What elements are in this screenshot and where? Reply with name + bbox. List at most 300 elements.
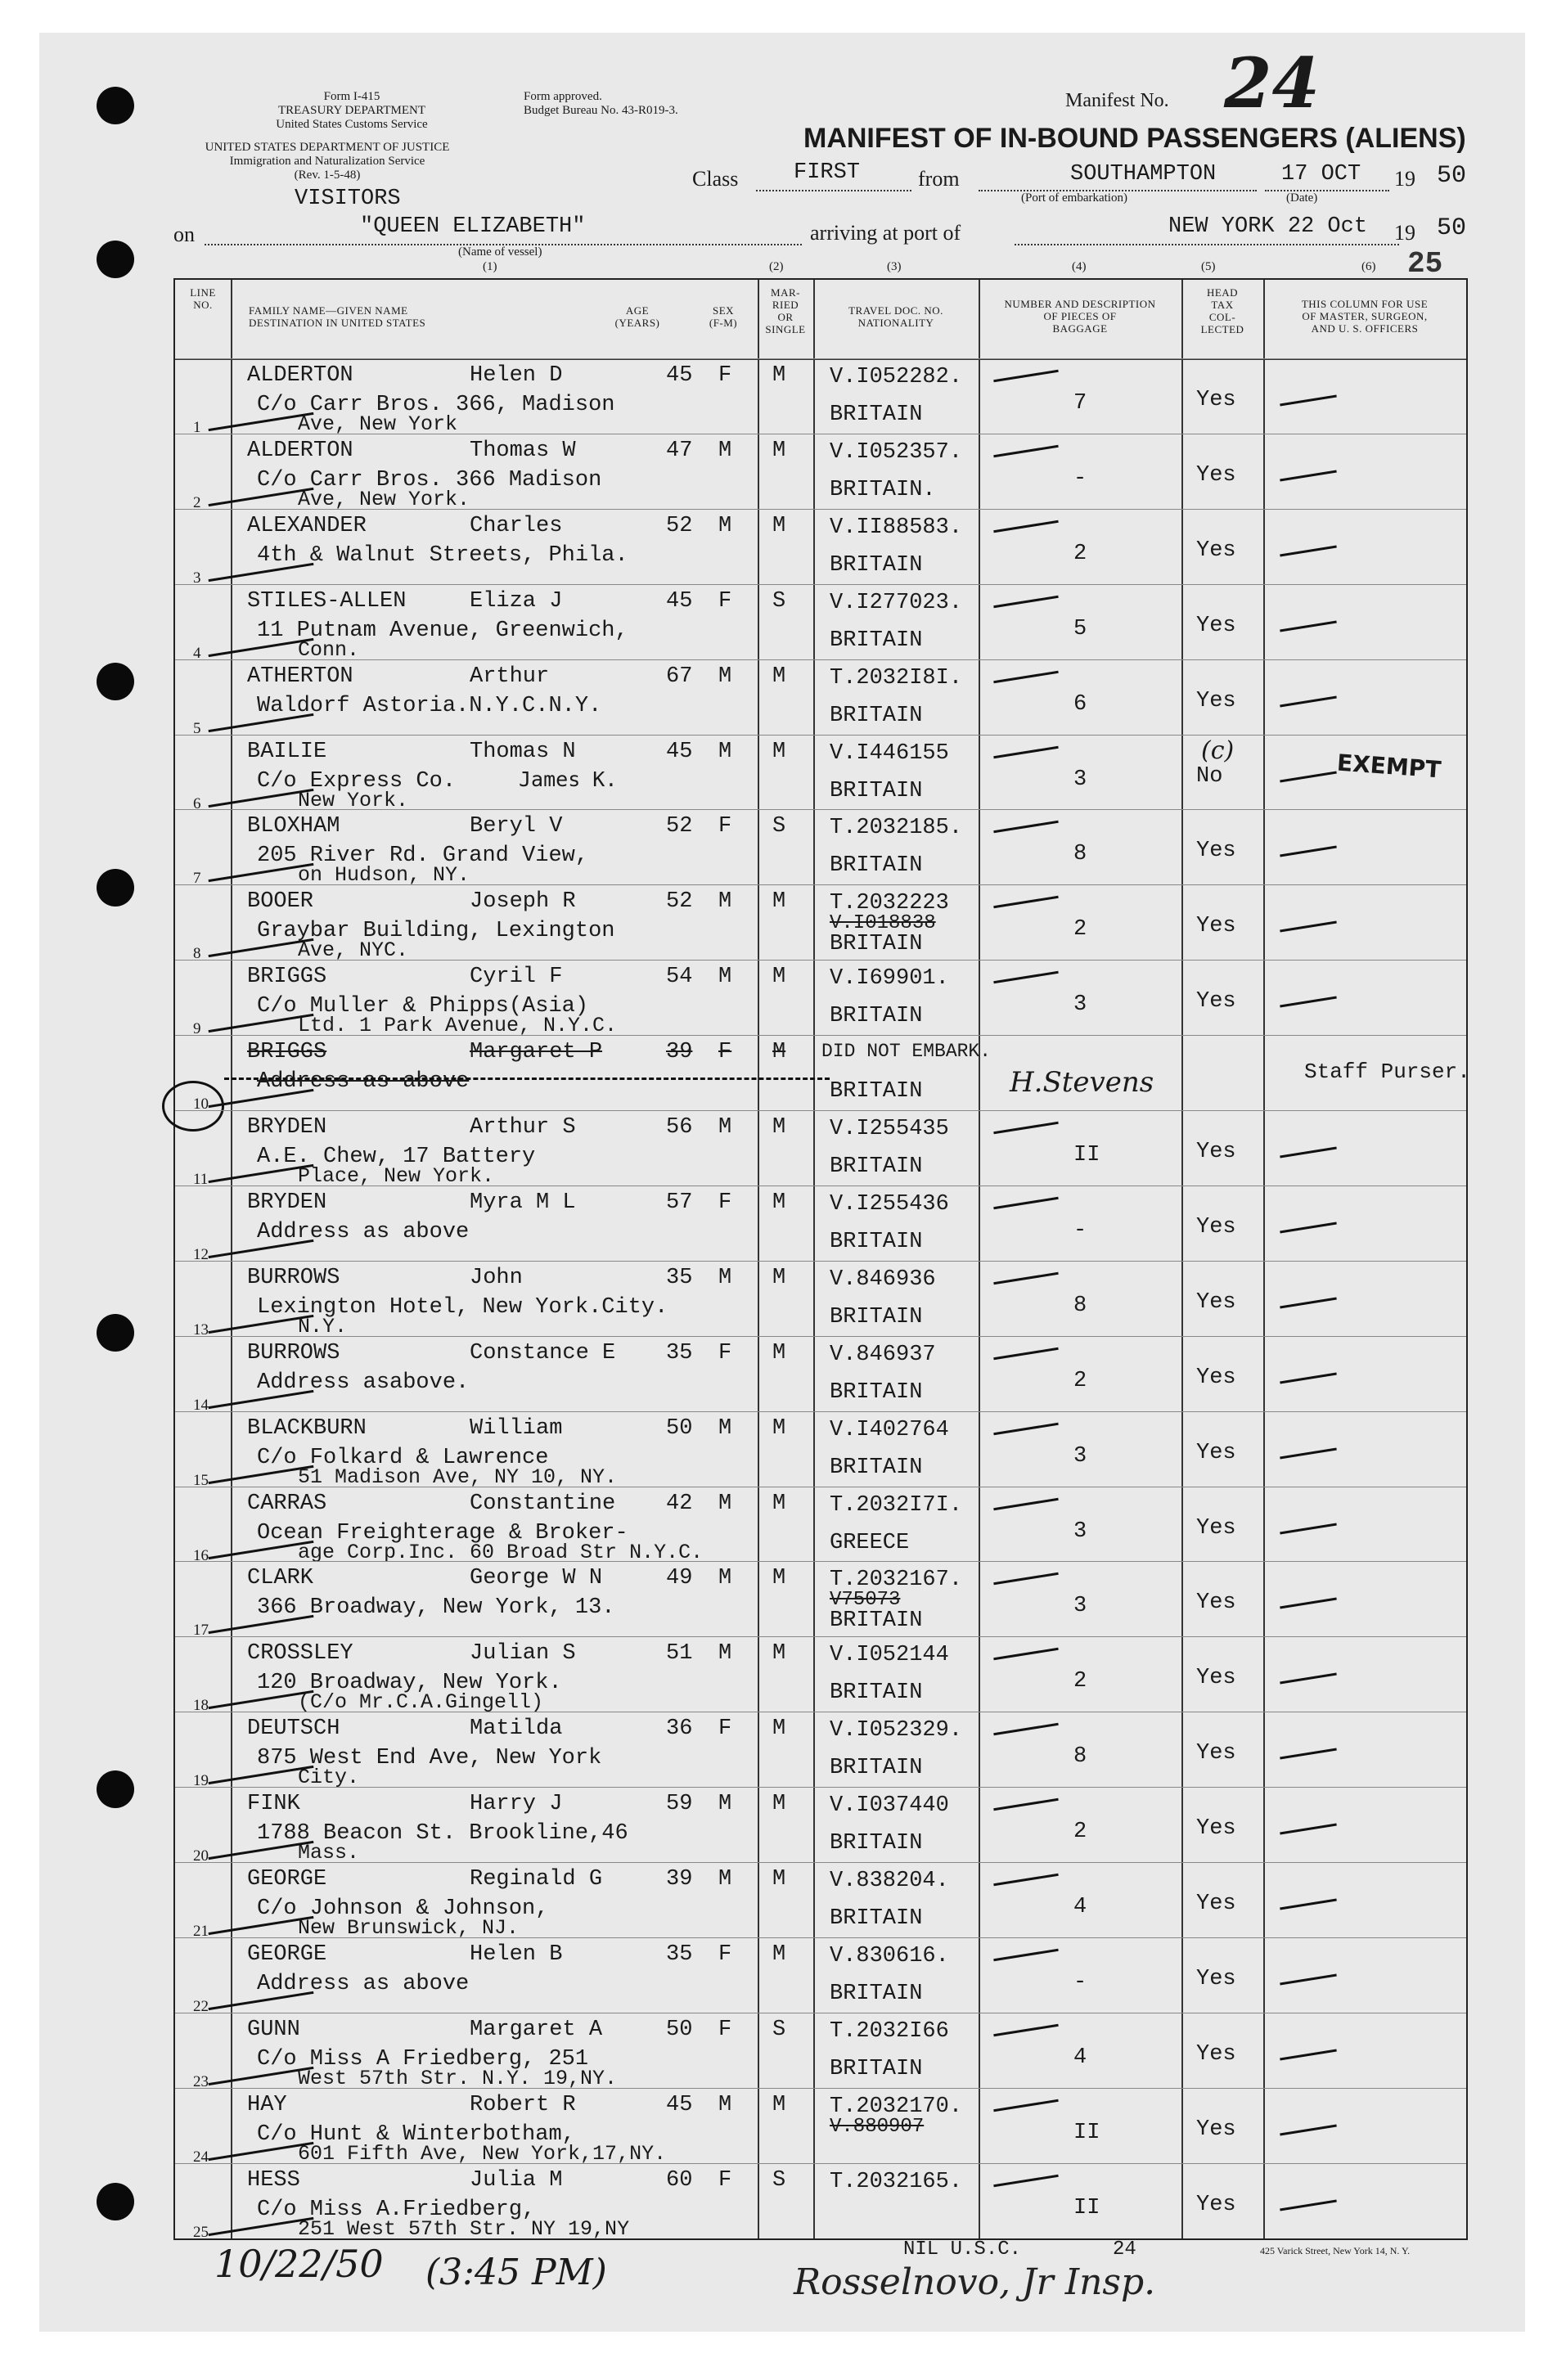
baggage-count: 3 [1073, 1594, 1087, 1619]
form-block: Form I-415 TREASURY DEPARTMENT United States Customs Service [276, 90, 428, 131]
family-name: BRIGGS [247, 965, 327, 990]
nationality: BRITAIN [830, 703, 923, 728]
destination-line-1: 11 Putnam Avenue, Greenwich, [257, 618, 628, 643]
baggage-count: 2 [1073, 541, 1087, 566]
travel-doc-number: T.2032167. [830, 1568, 963, 1593]
arrival-port: NEW YORK 22 Oct [1168, 214, 1368, 239]
nationality: GREECE [830, 1530, 910, 1555]
sex: M [718, 1115, 732, 1140]
check-mark [993, 1723, 1058, 1735]
row-separator [175, 2163, 1466, 2164]
age: 50 [666, 1415, 693, 1441]
col-header-travel-doc: TRAVEL DOC. NO. NATIONALITY [848, 304, 943, 329]
given-name: Arthur [470, 664, 550, 689]
col-header-head-tax: HEAD TAX COL- LECTED [1200, 286, 1244, 335]
head-tax: Yes [1196, 839, 1236, 864]
destination-line-2: Ave, New York. [298, 487, 470, 511]
head-tax: No [1196, 763, 1223, 789]
check-mark [1280, 695, 1337, 707]
marital-status: M [772, 1340, 786, 1365]
col-header-officers: THIS COLUMN FOR USE OF MASTER, SURGEON, AND U. S. OFFICERS [1301, 298, 1429, 335]
head-tax: Yes [1196, 1440, 1236, 1465]
line-number: 13 [193, 1320, 209, 1338]
travel-doc-number: T.2032I66 [830, 2018, 949, 2044]
table-row [175, 1487, 1466, 1565]
head-tax: Yes [1196, 1515, 1236, 1541]
row-separator [175, 1110, 1466, 1111]
destination-line-1: C/o Miss A.Friedberg, [257, 2197, 536, 2222]
manifest-no: 24 [1224, 43, 1320, 124]
baggage-count: 3 [1073, 767, 1087, 792]
baggage-count: 8 [1073, 1744, 1087, 1770]
destination-line-2: City. [298, 1766, 360, 1790]
sex: F [718, 1716, 732, 1742]
marital-status: M [772, 1867, 786, 1892]
nationality: BRITAIN [830, 1981, 923, 2006]
table-row [175, 960, 1466, 1038]
on-label: on [173, 223, 195, 246]
age: 45 [666, 588, 693, 614]
check-mark [1280, 1899, 1337, 1910]
officer-note: EXEMPT [1336, 749, 1442, 783]
family-name: BLOXHAM [247, 814, 340, 839]
head-tax: Yes [1196, 2192, 1236, 2217]
check-mark [1280, 1147, 1337, 1159]
travel-doc-number: V.I052282. [830, 365, 963, 389]
row-separator [175, 1787, 1466, 1788]
line-number: 17 [193, 1622, 209, 1640]
baggage-count: - [1073, 1217, 1087, 1243]
given-name: Charles [470, 513, 563, 538]
check-mark [1280, 395, 1337, 407]
family-name: BRYDEN [247, 1190, 327, 1215]
destination-line-1: C/o Hunt & Winterbotham, [257, 2121, 575, 2147]
check-mark [1280, 1447, 1337, 1459]
marital-status: M [772, 1941, 786, 1967]
destination-line-1: C/o Carr Bros. 366, Madison [257, 393, 615, 417]
row-separator [175, 809, 1466, 810]
family-name: STILES-ALLEN [247, 588, 407, 614]
table-row [175, 1411, 1466, 1490]
age: 56 [666, 1115, 693, 1140]
line-number: 24 [193, 2148, 209, 2166]
table-row [175, 1712, 1466, 1790]
approval-block: Form approved. Budget Bureau No. 43-R019-3. [524, 90, 678, 117]
given-name: Thomas W [470, 438, 576, 463]
head-tax: Yes [1196, 914, 1236, 939]
baggage-count: - [1073, 466, 1087, 491]
destination-line-1: Address as above [257, 1219, 470, 1244]
destination-line-2: West 57th Str. N.Y. 19,NY. [298, 2066, 618, 2090]
given-name: Joseph R [470, 889, 576, 915]
nationality: BRITAIN [830, 1079, 923, 1105]
check-mark [1280, 1824, 1337, 1835]
vessel-caption: (Name of vessel) [458, 245, 542, 259]
baggage-count: II [1073, 2120, 1100, 2145]
given-name: Margaret A [470, 2017, 603, 2042]
nationality: BRITAIN [830, 403, 923, 427]
given-name: Matilda [470, 1716, 563, 1742]
head-tax: Yes [1196, 1892, 1236, 1916]
check-mark [993, 971, 1058, 983]
row-separator [175, 960, 1466, 961]
head-tax: Yes [1196, 1966, 1236, 1991]
class-label: Class [692, 167, 739, 191]
head-tax: Yes [1196, 688, 1236, 713]
nationality: BRITAIN [830, 552, 923, 578]
head-tax: Yes [1196, 1816, 1236, 1842]
col-number: (1) [483, 260, 497, 273]
baggage-count: 8 [1073, 1293, 1087, 1318]
destination-line-1: C/o Miss A Friedberg, 251 [257, 2046, 589, 2072]
sex: F [718, 363, 732, 388]
destination-line-1: Ocean Freighterage & Broker- [257, 1520, 628, 1545]
sex: M [718, 1415, 732, 1441]
handwritten-time: (3:45 PM) [425, 2252, 607, 2293]
age: 57 [666, 1190, 693, 1215]
table-row [175, 1862, 1466, 1941]
sex: M [718, 2092, 732, 2117]
given-name: Julian S [470, 1641, 576, 1667]
marital-status: S [772, 814, 786, 839]
doc-number-struck: V75073 [830, 1589, 901, 1612]
destination-line-2: on Hudson, NY. [298, 863, 470, 888]
line-number: 25 [193, 2223, 209, 2241]
destination-line-2: Ave, New York [298, 412, 458, 436]
destination-line-1: 875 West End Ave, New York [257, 1746, 602, 1771]
punch-hole [97, 1770, 134, 1808]
given-name: Arthur S [470, 1115, 576, 1140]
family-name: CROSSLEY [247, 1641, 353, 1667]
sex: M [718, 1867, 732, 1892]
travel-doc-number: V.846936 [830, 1266, 936, 1292]
nationality: BRITAIN [830, 1004, 923, 1029]
destination-line-1: 4th & Walnut Streets, Phila. [257, 542, 628, 568]
family-name: BRYDEN [247, 1115, 327, 1140]
line-number: 6 [193, 794, 201, 812]
marital-status: M [772, 1415, 786, 1441]
baggage-count: 3 [1073, 992, 1087, 1018]
age: 52 [666, 814, 693, 839]
age: 67 [666, 664, 693, 689]
sex: F [718, 2017, 732, 2042]
head-tax: Yes [1196, 2117, 1236, 2142]
row-separator [175, 584, 1466, 585]
destination-line-1: 1788 Beacon St. Brookline,46 [257, 1821, 628, 1847]
travel-doc-number: V.II88583. [830, 515, 963, 540]
arrival-year: 50 [1437, 214, 1467, 242]
row-separator [175, 509, 1466, 510]
check-mark [993, 1648, 1058, 1660]
destination-line-1: Address as above [257, 1971, 470, 1996]
baggage-count: 5 [1073, 616, 1087, 641]
row-separator [175, 1561, 1466, 1562]
line-number: 12 [193, 1245, 209, 1263]
head-tax: Yes [1196, 1214, 1236, 1239]
check-mark [993, 2024, 1058, 2036]
table-row [175, 358, 1466, 437]
check-mark [993, 1122, 1058, 1134]
baggage-count: 2 [1073, 1368, 1087, 1393]
family-name: ALEXANDER [247, 513, 367, 538]
sex: M [718, 1265, 732, 1290]
check-mark [1280, 921, 1337, 933]
destination-line-2: New Brunswick, NJ. [298, 1916, 520, 1940]
age: 35 [666, 1340, 693, 1365]
handwritten-date: 10/22/50 [214, 2242, 384, 2286]
family-name: BURROWS [247, 1340, 340, 1365]
marital-status: M [772, 664, 786, 689]
table-row [175, 735, 1466, 813]
given-name: Eliza J [470, 588, 563, 614]
check-mark [1280, 1973, 1337, 1985]
baggage-count: 3 [1073, 1518, 1087, 1544]
sex: M [718, 965, 732, 990]
doc-number-struck: V.880907 [830, 2115, 925, 2138]
destination-line-2: Place, New York. [298, 1164, 495, 1188]
nationality: BRITAIN [830, 853, 923, 879]
given-name: Helen D [470, 363, 563, 388]
given-name: George W N [470, 1566, 603, 1591]
destination-line-1: C/o Folkard & Lawrence [257, 1445, 549, 1470]
age: 50 [666, 2017, 693, 2042]
check-mark [993, 1197, 1058, 1209]
check-mark [993, 370, 1058, 382]
destination-line-1: 205 River Rd. Grand View, [257, 844, 589, 869]
col-header-sex: SEX (F-M) [709, 304, 738, 329]
destination-line-1: C/o Muller & Phipps(Asia) [257, 994, 589, 1019]
family-name: ALDERTON [247, 438, 353, 463]
head-tax: Yes [1196, 1741, 1236, 1766]
check-mark [993, 1497, 1058, 1509]
given-name: Beryl V [470, 814, 563, 839]
head-tax: Yes [1196, 1140, 1236, 1164]
check-mark [1280, 470, 1337, 481]
given-name: Constantine [470, 1491, 616, 1516]
sex: M [718, 1792, 732, 1817]
line-number: 20 [193, 1847, 209, 1865]
manifest-no-label: Manifest No. [1065, 90, 1169, 111]
marital-status: M [772, 1716, 786, 1742]
nationality: BRITAIN [830, 1608, 923, 1634]
port-of-embarkation: SOUTHAMPTON [1070, 162, 1217, 187]
check-mark [1280, 846, 1337, 857]
destination-line-1: Graybar Building, Lexington [257, 919, 615, 944]
table-row [175, 1336, 1466, 1415]
marital-status: M [772, 1566, 786, 1591]
check-mark [993, 520, 1058, 533]
given-name: Myra M L [470, 1190, 576, 1215]
travel-doc-number: V.830616. [830, 1943, 949, 1968]
line-number: 21 [193, 1923, 209, 1940]
destination-line-2: (C/o Mr.C.A.Gingell) [298, 1690, 544, 1715]
check-mark [993, 1422, 1058, 1434]
family-name: DEUTSCH [247, 1716, 340, 1742]
head-tax: Yes [1196, 462, 1236, 488]
table-row [175, 659, 1466, 738]
baggage-count: 2 [1073, 1669, 1087, 1694]
line-number: 10 [193, 1096, 209, 1114]
nationality: BRITAIN [830, 2056, 923, 2081]
name-correction: James K. [519, 767, 618, 791]
travel-doc-number: T.2032I7I. [830, 1492, 963, 1518]
check-mark [1280, 1523, 1337, 1534]
destination-line-2: Mass. [298, 1841, 360, 1865]
printer-imprint: 425 Varick Street, New York 14, N. Y. [1260, 2245, 1411, 2256]
check-mark [993, 670, 1058, 682]
baggage-count: DID NOT EMBARK. [821, 1041, 992, 1063]
travel-doc-number: T.2032223 [830, 891, 949, 916]
class-value: FIRST [794, 160, 861, 185]
alien-count: 24 [1113, 2238, 1136, 2261]
baggage-count: 2 [1073, 917, 1087, 943]
given-name: Helen B [470, 1941, 563, 1967]
age: 35 [666, 1265, 693, 1290]
table-row [175, 884, 1466, 963]
destination-line-2: 51 Madison Ave, NY 10, NY. [298, 1464, 618, 1489]
family-name: BLACKBURN [247, 1415, 367, 1441]
col-number: (5) [1201, 260, 1216, 273]
family-name: BAILIE [247, 739, 327, 764]
col-number: (3) [887, 260, 902, 273]
destination-line-1: C/o Express Co. [257, 768, 457, 794]
age: 59 [666, 1792, 693, 1817]
marital-status: M [772, 1040, 786, 1065]
year-prefix: 19 [1394, 167, 1415, 191]
baggage-count: 7 [1073, 391, 1087, 416]
line-number: 2 [193, 493, 201, 511]
nationality: BRITAIN [830, 1831, 923, 1856]
sex: F [718, 814, 732, 839]
table-row [175, 809, 1466, 888]
head-tax-mark: (c) [1201, 736, 1235, 765]
punch-hole [97, 869, 134, 907]
inspector-signature: Rosselnovo, Jr Insp. [794, 2261, 1156, 2303]
age: 39 [666, 1040, 693, 1065]
given-name: Robert R [470, 2092, 576, 2117]
table-row [175, 2163, 1466, 2242]
nationality: BRITAIN [830, 1379, 923, 1405]
age: 35 [666, 1941, 693, 1967]
col-number: (6) [1361, 260, 1376, 273]
family-name: FINK [247, 1792, 300, 1817]
head-tax: Yes [1196, 1289, 1236, 1315]
marital-status: M [772, 1641, 786, 1667]
punch-hole [97, 1314, 134, 1352]
marital-status: M [772, 363, 786, 388]
vessel-name: "QUEEN ELIZABETH" [360, 214, 586, 239]
age: 42 [666, 1491, 693, 1516]
travel-doc-number: T.2032170. [830, 2094, 963, 2119]
sex: M [718, 889, 732, 915]
col-header-baggage: NUMBER AND DESCRIPTION OF PIECES OF BAGGAGE [1004, 298, 1156, 335]
check-mark [993, 745, 1058, 758]
destination-line-2: N.Y. [298, 1314, 348, 1338]
destination-line-2: 601 Fifth Ave, New York,17,NY. [298, 2141, 667, 2166]
sex: F [718, 588, 732, 614]
baggage-count: II [1073, 2195, 1100, 2220]
marital-status: M [772, 965, 786, 990]
sex: M [718, 438, 732, 463]
col-number: (2) [769, 260, 784, 273]
age: 52 [666, 889, 693, 915]
strike-line [224, 1078, 830, 1080]
head-tax: Yes [1196, 1365, 1236, 1390]
sex: M [718, 1566, 732, 1591]
punch-hole [97, 2183, 134, 2220]
travel-doc-number: V.I255435 [830, 1117, 949, 1141]
row-separator [175, 735, 1466, 736]
family-name: GUNN [247, 2017, 300, 2042]
sex: M [718, 1641, 732, 1667]
head-tax: Yes [1196, 538, 1236, 563]
check-mark [1280, 1598, 1337, 1609]
travel-doc-number: V.I277023. [830, 590, 963, 615]
marital-status: M [772, 1792, 786, 1817]
nationality: BRITAIN [830, 1154, 923, 1179]
baggage-count: 6 [1073, 691, 1087, 717]
family-name: CLARK [247, 1566, 314, 1591]
doc-number-struck: V.I018838 [830, 912, 936, 935]
line-number: 19 [193, 1772, 209, 1790]
line-number: 7 [193, 870, 201, 888]
given-name: Reginald G [470, 1867, 603, 1892]
family-name: ATHERTON [247, 664, 353, 689]
arriving-label: arriving at port of [810, 221, 961, 245]
baggage-count: 8 [1073, 842, 1087, 867]
nationality: BRITAIN [830, 1680, 923, 1706]
destination-line-1: C/o Carr Bros. 366 Madison [257, 467, 602, 493]
destination-line-1: Address as above [257, 1069, 470, 1095]
given-name: Julia M [470, 2167, 563, 2193]
check-mark [993, 1572, 1058, 1585]
family-name: HESS [247, 2167, 300, 2193]
given-name: Constance E [470, 1340, 616, 1365]
row-separator [175, 1336, 1466, 1337]
given-name: Cyril F [470, 965, 563, 990]
check-mark [1280, 2199, 1337, 2211]
col-header-line: LINE NO. [190, 286, 216, 311]
nationality: BRITAIN [830, 1756, 923, 1781]
sex: F [718, 1190, 732, 1215]
destination-line-1: 366 Broadway, New York, 13. [257, 1595, 615, 1621]
table-row [175, 584, 1466, 663]
line-number: 8 [193, 945, 201, 963]
table-row [175, 1636, 1466, 1715]
sex: M [718, 664, 732, 689]
age: 45 [666, 363, 693, 388]
nationality: BRITAIN [830, 1304, 923, 1329]
punch-hole [97, 241, 134, 278]
arrival-year-prefix: 19 [1394, 221, 1415, 245]
travel-doc-number: T.2032185. [830, 816, 963, 841]
destination-line-2: age Corp.Inc. 60 Broad Str N.Y.C. [298, 1540, 704, 1564]
sex: F [718, 2167, 732, 2193]
travel-doc-number: V.I255436 [830, 1191, 949, 1217]
check-mark [1280, 1372, 1337, 1383]
age: 60 [666, 2167, 693, 2193]
check-mark [1280, 1221, 1337, 1233]
baggage-count: II [1073, 1143, 1100, 1168]
check-mark [1280, 1297, 1337, 1308]
row-separator [175, 358, 1466, 359]
nationality: BRITAIN [830, 932, 923, 957]
row-separator [175, 884, 1466, 885]
sex: M [718, 1491, 732, 1516]
port-caption: (Port of embarkation) [1021, 191, 1127, 205]
age: 49 [666, 1566, 693, 1591]
given-name: Thomas N [470, 739, 576, 764]
